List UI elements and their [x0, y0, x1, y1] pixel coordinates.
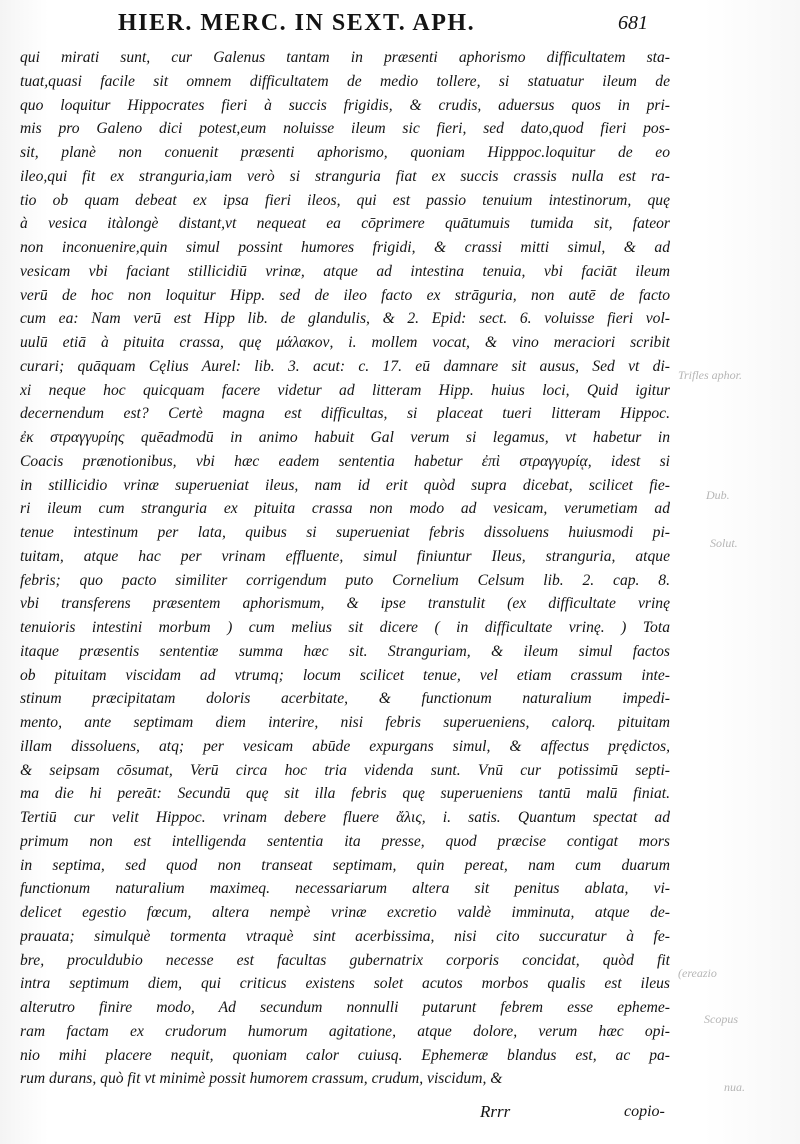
marginal-note: nua. [724, 1080, 745, 1094]
text-line: ileo,qui fit ex stranguria,iam verò si stranguria fiat ex succis crassis nulla est ra- [20, 167, 670, 185]
text-line: ram factam ex crudorum humorum agitatione, atque dolore, verum hæc opi- [20, 1022, 670, 1040]
text-line: nio mihi placere nequit, quoniam calor cuiusq. Ephemeræ blandus est, ac pa- [20, 1046, 670, 1064]
text-line: rum durans, quò fit vt minimè possit humorem crassum, crudum, viscidum, & [20, 1070, 503, 1088]
text-line: decernendum est? Certè magna est difficultas, si placeat tueri litteram Hippoc. [20, 405, 670, 423]
text-line: quo loquitur Hippocrates fieri à succis frigidis, & crudis, aduersus quos in pri- [20, 96, 670, 114]
text-line: Tertiū cur velit Hippoc. vrinam debere fluere ἄλις, i. satis. Quantum spectat ad [20, 809, 670, 826]
text-line: primum non est intelligenda sententia ita presse, quod præcise contigat mors [20, 832, 670, 850]
text-line: febris; quo pacto similiter corrigendum puto Cornelium Celsum lib. 2. cap. 8. [20, 571, 670, 589]
text-line: verū de hoc non loquitur Hipp. sed de ileo facto ex strāguria, non autē de facto [20, 286, 670, 304]
text-line: xi neque hoc quicquam facere videtur ad litteram Hipp. huius loci, Quid igitur [20, 381, 670, 399]
text-line: tio ob quam debeat ex ipsa fieri ileos, qui est passio tenuium intestinorum, quę [20, 191, 670, 209]
text-line: curari; quāquam Cęlius Aurel: lib. 3. acut: c. 17. eū damnare sit ausus, Sed vt di- [20, 357, 670, 375]
text-line: ἐκ στραγγυρίης quēadmodū in animo habuit Gal verum si legamus, vt habetur in [20, 429, 670, 446]
marginal-note: Trifles aphor. [678, 368, 743, 382]
text-line: à vesica itàlongè distant,vt nequeat ea cōprimere quātumuis tumida sit, fateor [20, 215, 670, 233]
marginal-note: Solut. [710, 536, 738, 550]
text-line: mento, ante septimam diem interire, nisi febris superueniens, calorq. pituitam [20, 714, 670, 731]
text-line: stinum præcipitatam doloris acerbitate, & functionum naturalium impedi- [20, 690, 670, 708]
text-line: tenuioris intestini morbum ) cum melius sit dicere ( in difficultate vrinę. ) Tota [20, 619, 670, 636]
marginal-note: Dub. [706, 488, 730, 502]
text-line: tuat,quasi facile sit omnem difficultatem de medio tollere, si statuatur ileum de [20, 72, 670, 90]
catchword: copio- [624, 1103, 665, 1120]
text-line: qui mirati sunt, cur Galenus tantam in præsenti aphorismo difficultatem sta- [20, 49, 670, 66]
text-line: tenue intestinum per lata, quibus si superueniat febris dissoluens huiusmodi pi- [20, 524, 670, 541]
signature-mark: Rrrr [480, 1102, 511, 1121]
page-footer [0, 1098, 800, 1128]
text-line: intra septimum diem, qui criticus existens solet acutos morbos qualis est ileus [20, 975, 670, 993]
text-line: Coacis prænotionibus, vbi hæc eadem sententia habetur ἐπὶ στραγγυρίᾳ, idest si [20, 452, 670, 470]
text-line: alterutro finire modo, Ad secundum nonnulli putarunt febrem esse epheme- [20, 999, 670, 1016]
text-line: functionum naturalium maximeq. necessariarum altera sit penitus ablata, vi- [20, 880, 670, 898]
text-line: itaque præsentis sententiæ summa hæc sit. Stranguriam, & ileum simul factos [20, 642, 670, 660]
text-line: in stillicidio vrinæ superueniat ileus, nam id erit quòd supra dicebat, scilicet fie- [20, 476, 670, 494]
text-line: in septima, sed quod non transeat septimam, quin pereat, nam cum duarum [20, 856, 670, 874]
text-line: & seipsam cōsumat, Verū circa hoc tria videnda sunt. Vnū cur potissimū septi- [20, 761, 670, 779]
text-line: uulū etiā à pituita crassa, quę μάλακον, i. mollem vocat, & vino meraciori scribit [20, 334, 670, 351]
text-line: ob pituitam viscidam ad vtrumq; locum scilicet tenue, vel etiam crassum inte- [20, 666, 670, 684]
text-line: illam dissoluens, atq; per vesicam abūde expurgans simul, & affectus prędictos, [20, 737, 670, 755]
text-line: cum ea: Nam verū est Hipp lib. de glandulis, & 2. Epid: sect. 6. voluisse fieri vol- [20, 310, 670, 328]
text-line: delicet egestio fœcum, altera nempè vrinæ excretio valdè imminuta, atque de- [20, 904, 670, 921]
text-line: vbi transferens præsentem aphorismum, & ipse transtulit (ex difficultate vrinę [20, 595, 670, 613]
running-head: HIER. MERC. IN SEXT. APH. [118, 10, 476, 36]
text-line: non inconuenire,quin simul possint humores frigidi, & crassi mitti simul, & ad [20, 239, 670, 256]
text-line: ri ileum cum stranguria ex pituita crassa non modo ad vesicam, verumetiam ad [20, 500, 670, 518]
text-line: tuitam, atque hac per vrinam effluente, simul finiuntur Ileus, stranguria, atque [20, 547, 670, 565]
marginal-note: (ereazio [678, 966, 717, 980]
body-text [20, 46, 670, 1091]
marginal-note: Scopus [704, 1012, 738, 1026]
text-line: sit, planè non conuenit præsenti aphorismo, quoniam Hipppoc.loquitur de eo [20, 144, 670, 161]
page-header [0, 4, 800, 42]
text-line: ma die hi pereāt: Secundū quę sit illa febris quę superueniens tantū malū finiat. [20, 785, 670, 803]
text-line: prauata; simulquè tormenta vtraquè sint acerbissima, nisi cito succuratur à fe- [20, 927, 670, 945]
page-number: 681 [618, 12, 648, 34]
text-line: vesicam vbi faciant stillicidiū vrinæ, atque ad intestina tenuia, vbi faciāt ileum [20, 262, 670, 280]
text-line: mis pro Galeno dici potest,eum noluisse ileum sic fieri, sed dato,quod fieri pos- [20, 120, 670, 138]
text-line: bre, proculdubio necesse est facultas gubernatrix corporis concidat, quòd fit [20, 951, 670, 969]
